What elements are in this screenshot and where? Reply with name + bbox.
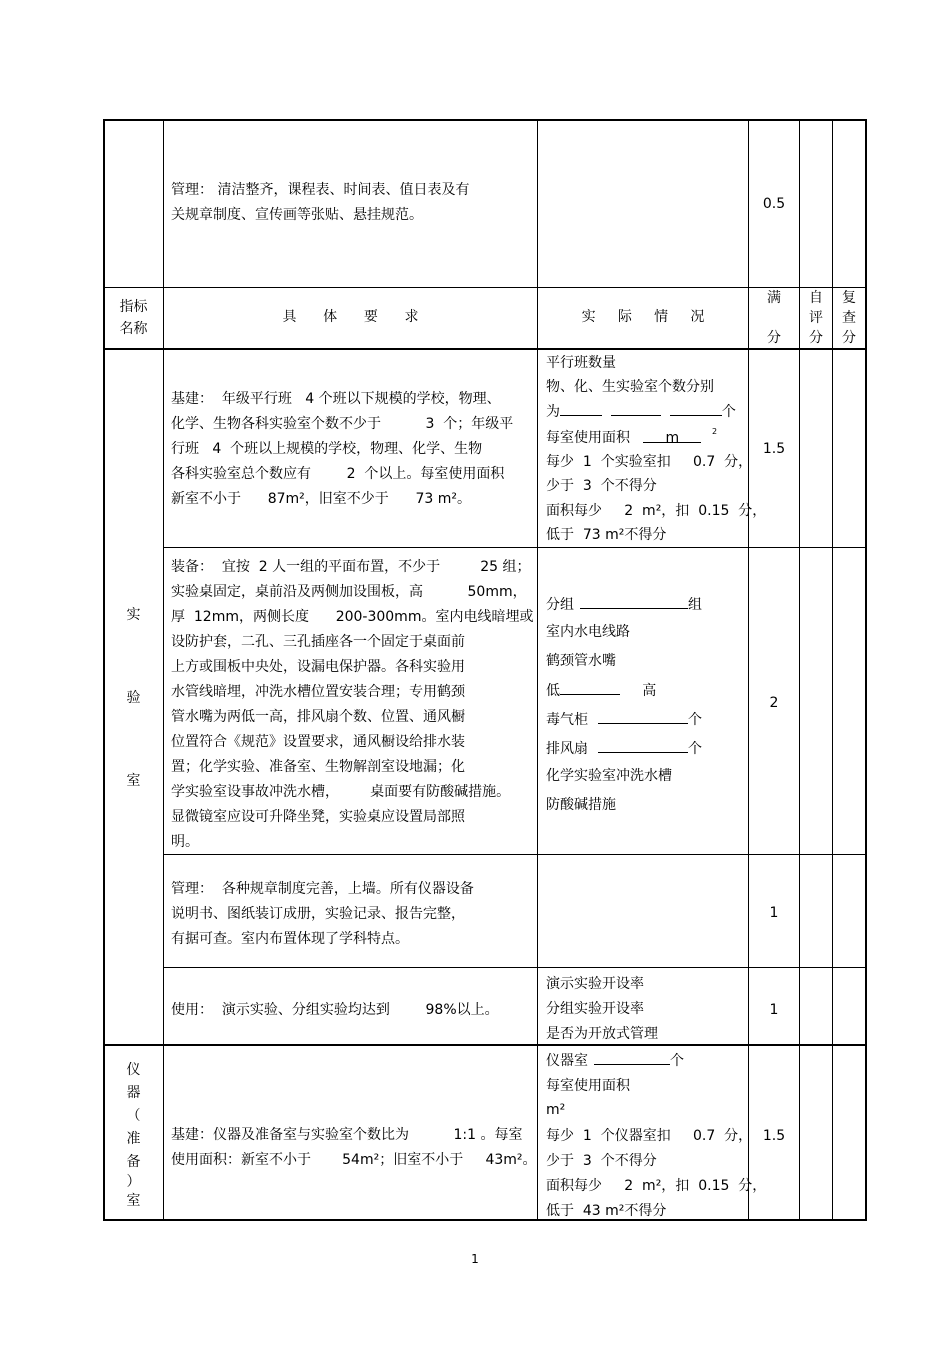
lab-r1-req-line-2: 化学、生物各科实验室个数不少于 3 个；年级平 xyxy=(171,416,514,432)
prep-category-char-5: 备 xyxy=(126,1154,141,1170)
lab-r1-actual-line-8: 低于 73 m²不得分 xyxy=(546,527,667,543)
prep-instrument-room-label: 仪器室 xyxy=(546,1053,588,1069)
lab-r2-high-label: 高 xyxy=(642,683,657,699)
lab-r1-req-line-3: 行班 4 个班以上规模的学校，物理、化学、生物 xyxy=(171,441,483,457)
lab-r2-actual-item-8: 防酸碱措施 xyxy=(546,797,616,813)
header-self-score-line-2: 评 xyxy=(809,310,823,326)
prep-actual-line-1 xyxy=(546,1048,684,1073)
header-review-score-line-2: 查 xyxy=(842,310,856,326)
header-self-score-line-3: 分 xyxy=(809,330,823,346)
lab-r1-area-unit: m xyxy=(665,430,680,446)
col-divider-3 xyxy=(748,119,749,1221)
lab-r2-req-line-8: 位置符合《规范》设置要求，通风橱设给排水装 xyxy=(171,734,465,750)
prep-actual-line-5: 少于 3 个不得分 xyxy=(546,1153,657,1169)
lab-r2-req-line-4: 设防护套，二孔、三孔插座各一个固定于桌面前 xyxy=(171,634,465,650)
lab-r4-actual-line-3: 是否为开放式管理 xyxy=(546,1026,658,1042)
lab-r2-req-line-11: 显微镜室应设可升降坐凳，实验桌应设置局部照 xyxy=(171,809,465,825)
prep-category-char-6: ） xyxy=(126,1174,141,1190)
table-top-border xyxy=(103,119,867,121)
lab-r2-actual-item-5 xyxy=(546,707,702,732)
page-number: 1 xyxy=(471,1252,479,1266)
lab-r1-blank-physics[interactable] xyxy=(560,399,602,416)
header-indicator-name-line-1: 指标 xyxy=(119,299,148,315)
lab-r1-actual-line-7: 面积每少 2 m²，扣 0.15 分， xyxy=(546,503,767,519)
row-line-prep xyxy=(103,1044,867,1046)
lab-r2-actual-item-7: 化学实验室冲洗水槽 xyxy=(546,768,672,784)
lab-r1-area-unit-sup: 2 xyxy=(712,427,718,436)
lab-r4-req-line-1: 使用： 演示实验、分组实验均达到 98%以上。 xyxy=(171,1002,499,1018)
prep-actual-line-3: m² xyxy=(546,1102,566,1118)
prep-category-char-7: 室 xyxy=(126,1193,141,1209)
lab-r2-req-line-3: 厚 12mm，两侧长度 200-300mm。室内电线暗埋或 xyxy=(171,609,534,625)
lab-r1-actual-line-1: 平行班数量 xyxy=(546,355,616,371)
lab-r1-blank-chemistry[interactable] xyxy=(611,399,661,416)
lab-r2-group-blank[interactable] xyxy=(580,592,688,609)
header-requirements: 具 体 要 求 xyxy=(282,309,419,325)
lab-r2-actual-item-6 xyxy=(546,736,702,761)
lab-r2-fan-label: 排风扇 xyxy=(546,741,588,757)
prep-category-char-3: （ xyxy=(126,1108,141,1124)
prep-category-char-4: 准 xyxy=(126,1131,141,1147)
table-bottom-border xyxy=(103,1219,867,1221)
lab-r2-actual-item-1 xyxy=(546,592,702,617)
col-divider-2 xyxy=(537,119,538,1221)
lab-r2-fume-hood-label: 毒气柜 xyxy=(546,712,588,728)
col-divider-1 xyxy=(163,119,164,1221)
col-divider-4 xyxy=(799,119,800,1221)
prep-req-line-1: 基建：仪器及准备室与实验室个数比为 1:1 。每室 xyxy=(171,1127,523,1143)
table-right-border xyxy=(865,119,867,1221)
lab-r2-fume-hood-blank[interactable] xyxy=(598,707,688,724)
header-self-score-line-1: 自 xyxy=(809,290,823,306)
lab-r3-score: 1 xyxy=(769,905,779,921)
lab-r2-low-blank[interactable] xyxy=(560,678,620,695)
lab-r1-blank-suffix: 个 xyxy=(721,404,736,420)
top-row-score: 0.5 xyxy=(762,196,786,212)
lab-r2-req-line-7: 管水嘴为两低一高，排风扇个数、位置、通风橱 xyxy=(171,709,465,725)
lab-r2-fan-blank[interactable] xyxy=(598,736,688,753)
lab-r2-req-line-1: 装备： 宜按 2 人一组的平面布置，不少于 25 组； xyxy=(171,559,531,575)
lab-r2-req-line-2: 实验桌固定，桌前沿及两侧加设围板，高 50mm， xyxy=(171,584,527,600)
lab-r2-actual-item-4 xyxy=(546,678,656,703)
lab-r2-actual-item-3: 鹤颈管水嘴 xyxy=(546,653,616,669)
table-left-border xyxy=(103,119,105,1221)
header-review-score-line-1: 复 xyxy=(842,290,856,306)
prep-actual-line-6: 面积每少 2 m²，扣 0.15 分， xyxy=(546,1178,767,1194)
lab-r4-actual-line-2: 分组实验开设率 xyxy=(546,1001,644,1017)
lab-r1-req-line-4: 各科实验室总个数应有 2 个以上。每室使用面积 xyxy=(171,466,505,482)
lab-category-char-1: 实 xyxy=(126,607,141,623)
prep-req-line-2: 使用面积：新室不小于 54m²；旧室不小于 43m²。 xyxy=(171,1152,537,1168)
lab-r1-actual-line-6: 少于 3 个不得分 xyxy=(546,478,657,494)
lab-r2-group-suffix: 组 xyxy=(688,597,702,613)
lab-r1-blank-biology[interactable] xyxy=(670,399,722,416)
lab-r1-actual-line-5: 每少 1 个实验室扣 0.7 分， xyxy=(546,454,753,470)
prep-actual-line-7: 低于 43 m²不得分 xyxy=(546,1203,667,1219)
col-divider-5 xyxy=(832,119,833,1221)
lab-r2-req-line-9: 置；化学实验、准备室、生物解剖室设地漏；化 xyxy=(171,759,465,775)
prep-score: 1.5 xyxy=(762,1128,786,1144)
row-line-lab-1 xyxy=(163,547,867,548)
prep-instrument-room-blank[interactable] xyxy=(594,1048,670,1065)
lab-r1-actual-line-4 xyxy=(546,426,701,450)
lab-r4-actual-line-1: 演示实验开设率 xyxy=(546,976,644,992)
prep-actual-line-2: 每室使用面积 xyxy=(546,1078,630,1094)
lab-r1-area-blank[interactable] xyxy=(643,426,701,446)
prep-category-char-2: 器 xyxy=(126,1085,141,1101)
lab-r2-req-line-12: 明。 xyxy=(171,834,199,850)
lab-r1-actual-line-2: 物、化、生实验室个数分别 xyxy=(546,379,714,395)
row-line-lab-3 xyxy=(163,967,867,968)
lab-r2-score: 2 xyxy=(769,695,779,711)
lab-r2-fan-suffix: 个 xyxy=(688,741,702,757)
lab-r3-req-line-1: 管理： 各种规章制度完善，上墙。所有仪器设备 xyxy=(171,881,474,897)
lab-r3-req-line-2: 说明书、图纸装订成册，实验记录、报告完整， xyxy=(171,906,465,922)
row-line-lab-2 xyxy=(163,854,867,855)
header-indicator-name-line-2: 名称 xyxy=(119,321,148,337)
lab-r2-fume-hood-suffix: 个 xyxy=(688,712,702,728)
lab-r1-area-label: 每室使用面积 xyxy=(546,430,630,446)
lab-r4-score: 1 xyxy=(769,1002,779,1018)
lab-r1-actual-line-3 xyxy=(546,399,736,424)
lab-r1-actual-for-label: 为 xyxy=(546,404,560,420)
lab-r3-req-line-3: 有据可查。室内布置体现了学科特点。 xyxy=(171,931,409,947)
lab-r2-actual-item-2: 室内水电线路 xyxy=(546,624,630,640)
top-row-requirement-line-2: 关规章制度、宣传画等张贴、悬挂规范。 xyxy=(171,207,423,223)
lab-r2-req-line-10: 学实验室设事故冲洗水槽， 桌面要有防酸碱措施。 xyxy=(171,784,511,800)
lab-r1-req-line-5: 新室不小于 87m²，旧室不少于 73 m²。 xyxy=(171,491,471,507)
prep-category-char-1: 仪 xyxy=(126,1062,141,1078)
lab-r2-req-line-6: 水管线暗埋，冲洗水槽位置安装合理；专用鹤颈 xyxy=(171,684,465,700)
lab-r1-req-line-1: 基建： 年级平行班 4 个班以下规模的学校，物理、 xyxy=(171,391,501,407)
prep-instrument-room-suffix: 个 xyxy=(670,1053,684,1069)
lab-r1-score: 1.5 xyxy=(762,441,786,457)
lab-r2-low-label: 低 xyxy=(546,683,560,699)
lab-r2-group-label: 分组 xyxy=(546,597,574,613)
lab-category-char-2: 验 xyxy=(126,690,141,706)
lab-r2-req-line-5: 上方或围板中央处，设漏电保护器。各科实验用 xyxy=(171,659,465,675)
top-row-requirement-line-1: 管理： 清洁整齐，课程表、时间表、值日表及有 xyxy=(171,182,470,198)
header-review-score-line-3: 分 xyxy=(842,330,856,346)
lab-category-char-3: 室 xyxy=(126,773,141,789)
prep-actual-line-4: 每少 1 个仪器室扣 0.7 分， xyxy=(546,1128,753,1144)
header-full-score-line-2: 分 xyxy=(767,330,781,346)
header-full-score-line-1: 满 xyxy=(767,290,781,306)
header-actual-situation: 实 际 情 况 xyxy=(581,309,705,325)
